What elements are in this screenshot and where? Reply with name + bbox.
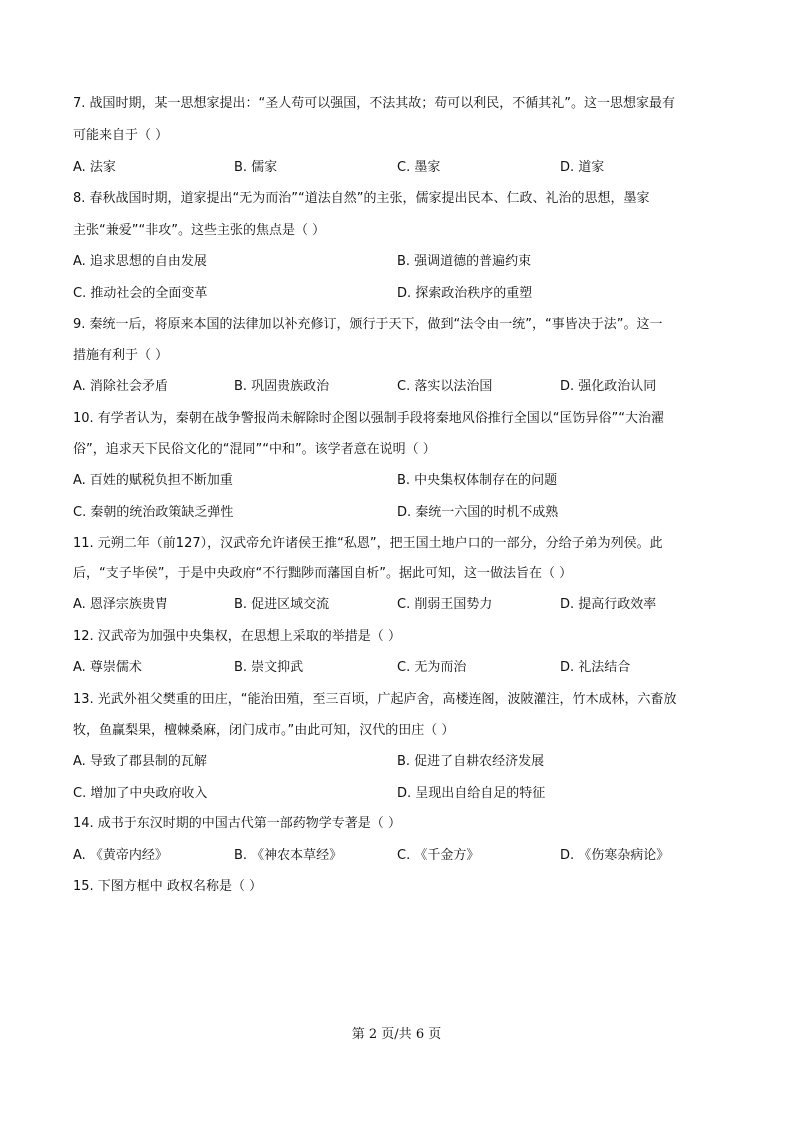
q11-line2: 后，“支子毕侯”，于是中央政府“不行黜陟而藩国自析”。据此可知，这一做法旨在（ ） (73, 566, 573, 581)
q10-option-b: B. 中央集权体制存在的问题 (397, 473, 558, 488)
q12-option-d: D. 礼法结合 (560, 660, 631, 675)
q10-option-a: A. 百姓的赋税负担不断加重 (73, 473, 233, 488)
q14-option-b: B. 《神农本草经》 (234, 848, 343, 863)
q10-option-c: C. 秦朝的统治政策缺乏弹性 (73, 505, 234, 520)
q12-option-b: B. 崇文抑武 (234, 660, 304, 675)
q14-option-a: A. 《黄帝内经》 (73, 848, 168, 863)
q10-option-d: D. 秦统一六国的时机不成熟 (397, 505, 559, 520)
q9-line1: 9. 秦统一后，将原来本国的法律加以补充修订，颁行于天下，做到“法令由一统”，“事皆决于法”。这一 (73, 317, 663, 332)
q7-line1: 7. 战国时期，某一思想家提出：“圣人苟可以强国，不法其故；苟可以利民，不循其礼”。这一思想家最有 (73, 96, 676, 111)
q13-option-b: B. 促进了自耕农经济发展 (397, 754, 545, 769)
q11-option-a: A. 恩泽宗族贵胄 (73, 597, 168, 612)
q9-line2: 措施有利于（ ） (73, 348, 169, 363)
q11-option-c: C. 削弱王国势力 (397, 597, 493, 612)
q14-option-d: D. 《伤寒杂病论》 (560, 848, 670, 863)
q12-line1: 12. 汉武帝为加强中央集权，在思想上采取的举措是（ ） (73, 629, 401, 644)
q7-option-c: C. 墨家 (397, 160, 441, 175)
q14-line1: 14. 成书于东汉时期的中国古代第一部药物学专著是（ ） (73, 816, 401, 831)
q9-option-a: A. 消除社会矛盾 (73, 379, 168, 394)
q11-option-b: B. 促进区域交流 (234, 597, 330, 612)
q8-option-d: D. 探索政治秩序的重塑 (397, 286, 533, 301)
q9-option-d: D. 强化政治认同 (560, 379, 657, 394)
q7-option-d: D. 道家 (560, 160, 605, 175)
q8-option-c: C. 推动社会的全面变革 (73, 286, 208, 301)
q7-line2: 可能来自于（ ） (73, 128, 169, 143)
q15-line1: 15. 下图方框中 政权名称是（ ） (73, 879, 263, 894)
page-number: 第 2 页/共 6 页 (351, 1027, 442, 1042)
q8-option-b: B. 强调道德的普遍约束 (397, 254, 532, 269)
q8-line2: 主张“兼爱”“非攻”。这些主张的焦点是（ ） (73, 223, 326, 238)
q9-option-b: B. 巩固贵族政治 (234, 379, 330, 394)
q13-line1: 13. 光武外祖父樊重的田庄，“能治田殖，至三百顷，广起庐舍，高楼连阁，波陂灌注，竹木成林，六畜放 (73, 692, 677, 707)
q13-option-c: C. 增加了中央政府收入 (73, 786, 208, 801)
q10-line2: 俗”，追求天下民俗文化的“混同”“中和”。该学者意在说明（ ） (73, 442, 436, 457)
q7-option-b: B. 儒家 (234, 160, 278, 175)
q14-option-c: C. 《千金方》 (397, 848, 480, 863)
q8-line1: 8. 春秋战国时期，道家提出“无为而治”“道法自然”的主张，儒家提出民本、仁政、礼治的思想，墨家 (73, 191, 650, 206)
q11-option-d: D. 提高行政效率 (560, 597, 657, 612)
q7-option-a: A. 法家 (73, 160, 116, 175)
q11-line1: 11. 元朔二年（前127），汉武帝允许诸侯王推“私恩”，把王国土地户口的一部分，分给子弟为列侯。此 (73, 536, 663, 551)
q12-option-c: C. 无为而治 (397, 660, 467, 675)
q10-line1: 10. 有学者认为，秦朝在战争警报尚未解除时企图以强制手段将秦地风俗推行全国以“匡饬异俗”“大治濯 (73, 411, 665, 426)
q12-option-a: A. 尊崇儒术 (73, 660, 142, 675)
q13-line2: 牧，鱼赢梨果，檀棘桑麻，闭门成市。”由此可知，汉代的田庄（ ） (73, 723, 455, 738)
q9-option-c: C. 落实以法治国 (397, 379, 493, 394)
q8-option-a: A. 追求思想的自由发展 (73, 254, 207, 269)
q13-option-a: A. 导致了郡县制的瓦解 (73, 754, 207, 769)
q13-option-d: D. 呈现出自给自足的特征 (397, 786, 546, 801)
